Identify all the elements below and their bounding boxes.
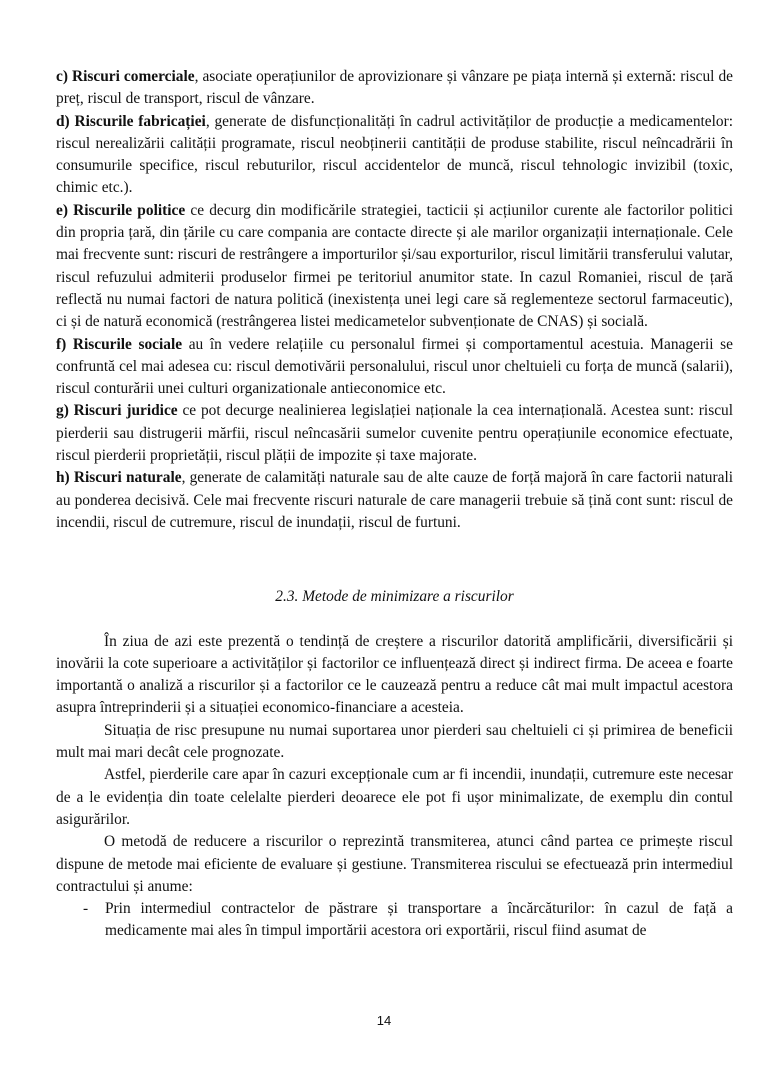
spacer: [56, 534, 733, 556]
section-label: g) Riscuri juridice: [56, 402, 178, 420]
section-natural-risks: [56, 467, 733, 534]
body-paragraph: Situația de risc presupune nu numai suportarea unor pierderi sau cheltuieli ci și primirea de beneficii mult mai mari decât cele prognozate.: [56, 721, 733, 762]
section-text: , generate de calamități naturale sau de alte cauze de forță majoră în care factorii naturali au ponderea decisivă. Cele mai frecvente riscuri naturale de care managerii trebuie să țină cont sunt: riscul de incendii, riscul de cutremure, riscul de inundații, riscul de furtuni.: [56, 469, 733, 531]
section-social-risks: [56, 334, 733, 401]
page-number: 14: [376, 1013, 392, 1028]
section-political-risks: [56, 200, 733, 334]
section-text: , generate de disfuncționalități în cadrul activităților de producție a medicamentelor: riscul nerealizării calității programate, riscul neobținerii cantității de produse stabilite, riscul neîncadrării în consumurile specifice, riscul rebuturilor, riscul accidentelor de muncă, riscul tehnologic invizibil (toxic, chimic etc.).: [56, 112, 733, 197]
section-text: au în vedere relațiile cu personalul firmei și comportamentul acestuia. Managerii se confruntă cel mai adesea cu: riscul demotivării personalului, riscul unor cheltuieli cu forța de muncă (salarii), riscul conturării unei culturi organizationale antieconomice etc.: [56, 335, 733, 398]
page-content: [56, 66, 733, 943]
section-label: h) Riscuri naturale: [56, 469, 182, 487]
section-legal-risks: [56, 400, 733, 467]
section-label: d) Riscurile fabricației: [56, 112, 206, 130]
body-paragraph: O metodă de reducere a riscurilor o reprezintă transmiterea, atunci când partea ce primește riscul dispune de metode mai eficiente de evaluare și gestiune. Transmiterea riscului se efectuează prin intermediul contractului și anume:: [56, 833, 733, 895]
section-label: f) Riscurile sociale: [56, 335, 183, 353]
list-item: [56, 898, 733, 943]
list-item-text: Prin intermediul contractelor de păstrare și transportare a încărcăturilor: în cazul de față a medicamente mai ales în timpul importării acestora ori exportării, riscul fiind asumat de: [105, 900, 733, 940]
section-text: ce pot decurge nealinierea legislației naționale la cea internațională. Acestea sunt: riscul pierderii sau distrugerii mărfii, riscul neîncasării sumelor cuvenite pentru operațiunile economice efectuate, riscul pierderii proprietății, riscul plății de impozite și taxe majorate.: [56, 402, 733, 465]
section-heading: 2.3. Metode de minimizare a riscurilor: [275, 588, 514, 606]
section-text: , asociate operațiunilor de aprovizionare și vânzare pe piața internă și externă: riscul de preț, riscul de transport, riscul de vânzare.: [56, 68, 734, 108]
section-commercial-risks: [56, 66, 733, 111]
section-text: ce decurg din modificările strategiei, tacticii și acțiunilor curente ale factorilor politici din propria țară, din țările cu care compania are contacte directe și ale marilor organizații internaționale. Cele mai frecvente sunt: riscuri de restrângere a importurilor și/sau exporturilor, riscul limitării transferului valutar, riscul refuzului admiterii produselor firmei pe teritoriul anumitor state. In cazul Romaniei, riscul de țară reflectă nu numai factori de natura politică (inexistența unei legi care să reglementeze sectorul farmaceutic), ci și de natură economică (restrângerea listei medicametelor subvenționate de CNAS) și socială.: [56, 201, 734, 331]
section-label: e) Riscurile politice: [56, 201, 186, 219]
section-label: c) Riscuri comerciale: [56, 68, 195, 85]
dash-bullet: -: [83, 900, 89, 918]
section-production-risks: [56, 111, 733, 200]
body-paragraph: În ziua de azi este prezentă o tendință de creștere a riscurilor datorită amplificării, diversificării și inovării la cote superioare a activităților și factorilor ce influențează direct și indirect firma. De aceea e foarte importantă o analiză a riscurilor și a factorilor ce le cauzează pentru a reduce cât mai mult impactul acestora asupra întreprinderii și a situației economico-financiare a acesteia.: [56, 632, 733, 717]
body-paragraph: Astfel, pierderile care apar în cazuri excepționale cum ar fi incendii, inundații, cutremure este necesar de a le evidenția din toate celelalte pierderi deoarece ele pot fi ușor minimalizate, de exemplu din contul asigurărilor.: [56, 766, 733, 828]
